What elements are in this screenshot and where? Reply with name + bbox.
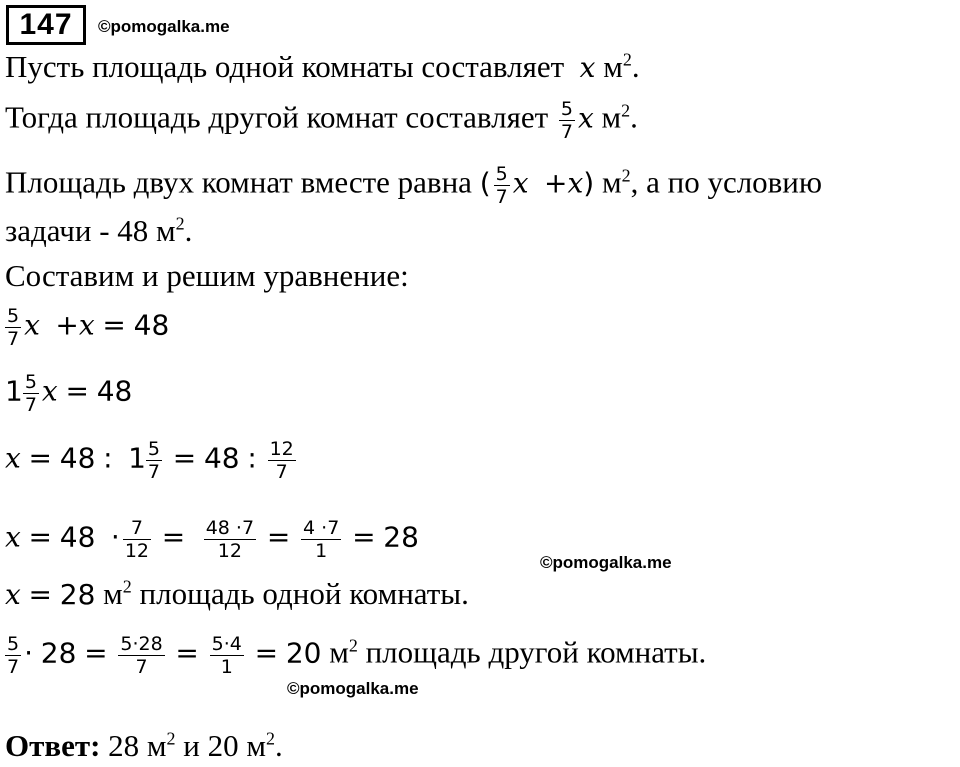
period: . [630,99,638,135]
period: . [184,213,193,248]
period: . [631,49,640,84]
number-48: 48 [59,520,96,554]
unit-m: м [329,634,349,670]
line-11-text: площадь другой комнаты. [365,634,707,670]
answer-label: Ответ: [5,728,101,763]
fraction-5-7: $\frac{5}{7}$ [147,438,161,483]
number-28: 28 [59,578,96,611]
equation-2 [5,371,132,416]
fraction-5-7: $\frac{5}{7}$ [560,98,573,143]
equation-1 [5,305,169,350]
superscript: 2 [122,576,132,597]
unit-m: м [603,49,623,84]
fraction-5x28-7: $\frac{5\cdot 28}{7}$ [120,633,163,678]
equals: = [102,308,126,342]
fraction-5-7: $\frac{5}{7}$ [7,305,20,350]
var-x: x [512,166,529,200]
number-48: 48 [96,374,133,408]
line-3 [5,163,822,208]
answer-value-2: и 20 м [175,728,266,763]
number-1: 1 [5,374,23,408]
line-3-text: Площадь двух комнат вместе равна [5,164,472,200]
watermark-middle: ©pomogalka.me [540,553,672,572]
fraction-7-12: $\frac{7}{12}$ [124,517,149,562]
superscript: 2 [348,635,358,656]
answer-value-1: 28 м [108,728,167,763]
line-2 [5,98,638,143]
var-x: x [5,520,21,554]
line-2-text: Тогда площадь другой комнат составляет [5,99,549,135]
equals: = [254,636,279,670]
equals: = [172,441,197,475]
fraction-12-7: $\frac{12}{7}$ [269,438,294,483]
plus: + [544,166,568,200]
watermark-top: ©pomogalka.me [98,17,230,36]
equals: = [84,636,108,670]
var-x: x [78,308,95,342]
superscript: 2 [166,728,176,749]
answer-line [5,728,283,764]
line-5-text: Составим и решим уравнение: [5,258,409,293]
unit-m: м [601,99,622,135]
superscript: 2 [175,213,185,234]
period: . [275,728,283,763]
fraction-4x7-1: $\frac{4 \cdot 7}{1}$ [303,517,340,562]
dot-operator: · [110,520,120,554]
number-20: 20 [285,636,322,670]
plus: + [55,308,79,342]
number-1: 1 [128,441,146,475]
problem-number: 147 [6,5,86,45]
fraction-5-7: $\frac{5}{7}$ [495,163,508,208]
line-10 [5,576,469,613]
equals: = [28,578,53,611]
line-5 [5,258,409,294]
number-28: 28 [383,520,419,554]
line-1-text: Пусть площадь одной комнаты составляет [5,49,565,84]
colon: : [247,441,257,475]
equation-3 [5,438,299,483]
line-11 [5,633,706,678]
fraction-5-7: $\frac{5}{7}$ [7,633,20,678]
number-48: 48 [59,441,96,475]
equals: = [175,636,199,670]
colon: : [103,441,113,475]
var-x: x [24,308,40,342]
fraction-48x7-12: $\frac{48 \cdot 7}{12}$ [205,517,255,562]
superscript: 2 [621,165,631,186]
var-x: x [41,374,58,408]
equals: = [161,520,186,554]
dot-operator: · [24,636,33,670]
paren-left: ( [479,166,491,200]
var-x: x [578,101,594,135]
var-x: x [579,51,596,84]
line-4-text: задачи - 48 м [5,213,176,248]
line-10-text: площадь одной комнаты. [139,576,469,611]
paren-right: ) [583,166,595,200]
unit-m: м [103,576,123,611]
line-1 [5,49,640,86]
fraction-5-7: $\frac{5}{7}$ [24,371,37,416]
var-x: x [567,166,584,200]
var-x: x [5,578,21,611]
watermark-bottom: ©pomogalka.me [287,679,419,698]
equation-4 [5,517,419,562]
equals: = [28,441,53,475]
superscript: 2 [622,49,632,70]
var-x: x [5,441,21,475]
equals: = [266,520,291,554]
equals: = [65,374,89,408]
equals: = [28,520,53,554]
line-3-tail: , а по условию [630,164,823,200]
number-48: 48 [203,441,240,475]
superscript: 2 [266,728,275,749]
line-4 [5,213,192,249]
unit-m: м [601,164,622,200]
superscript: 2 [621,100,631,121]
number-28: 28 [40,636,77,670]
fraction-5x4-1: $\frac{5\cdot 4}{1}$ [211,633,242,678]
equals: = [352,520,376,554]
number-48: 48 [133,308,170,342]
